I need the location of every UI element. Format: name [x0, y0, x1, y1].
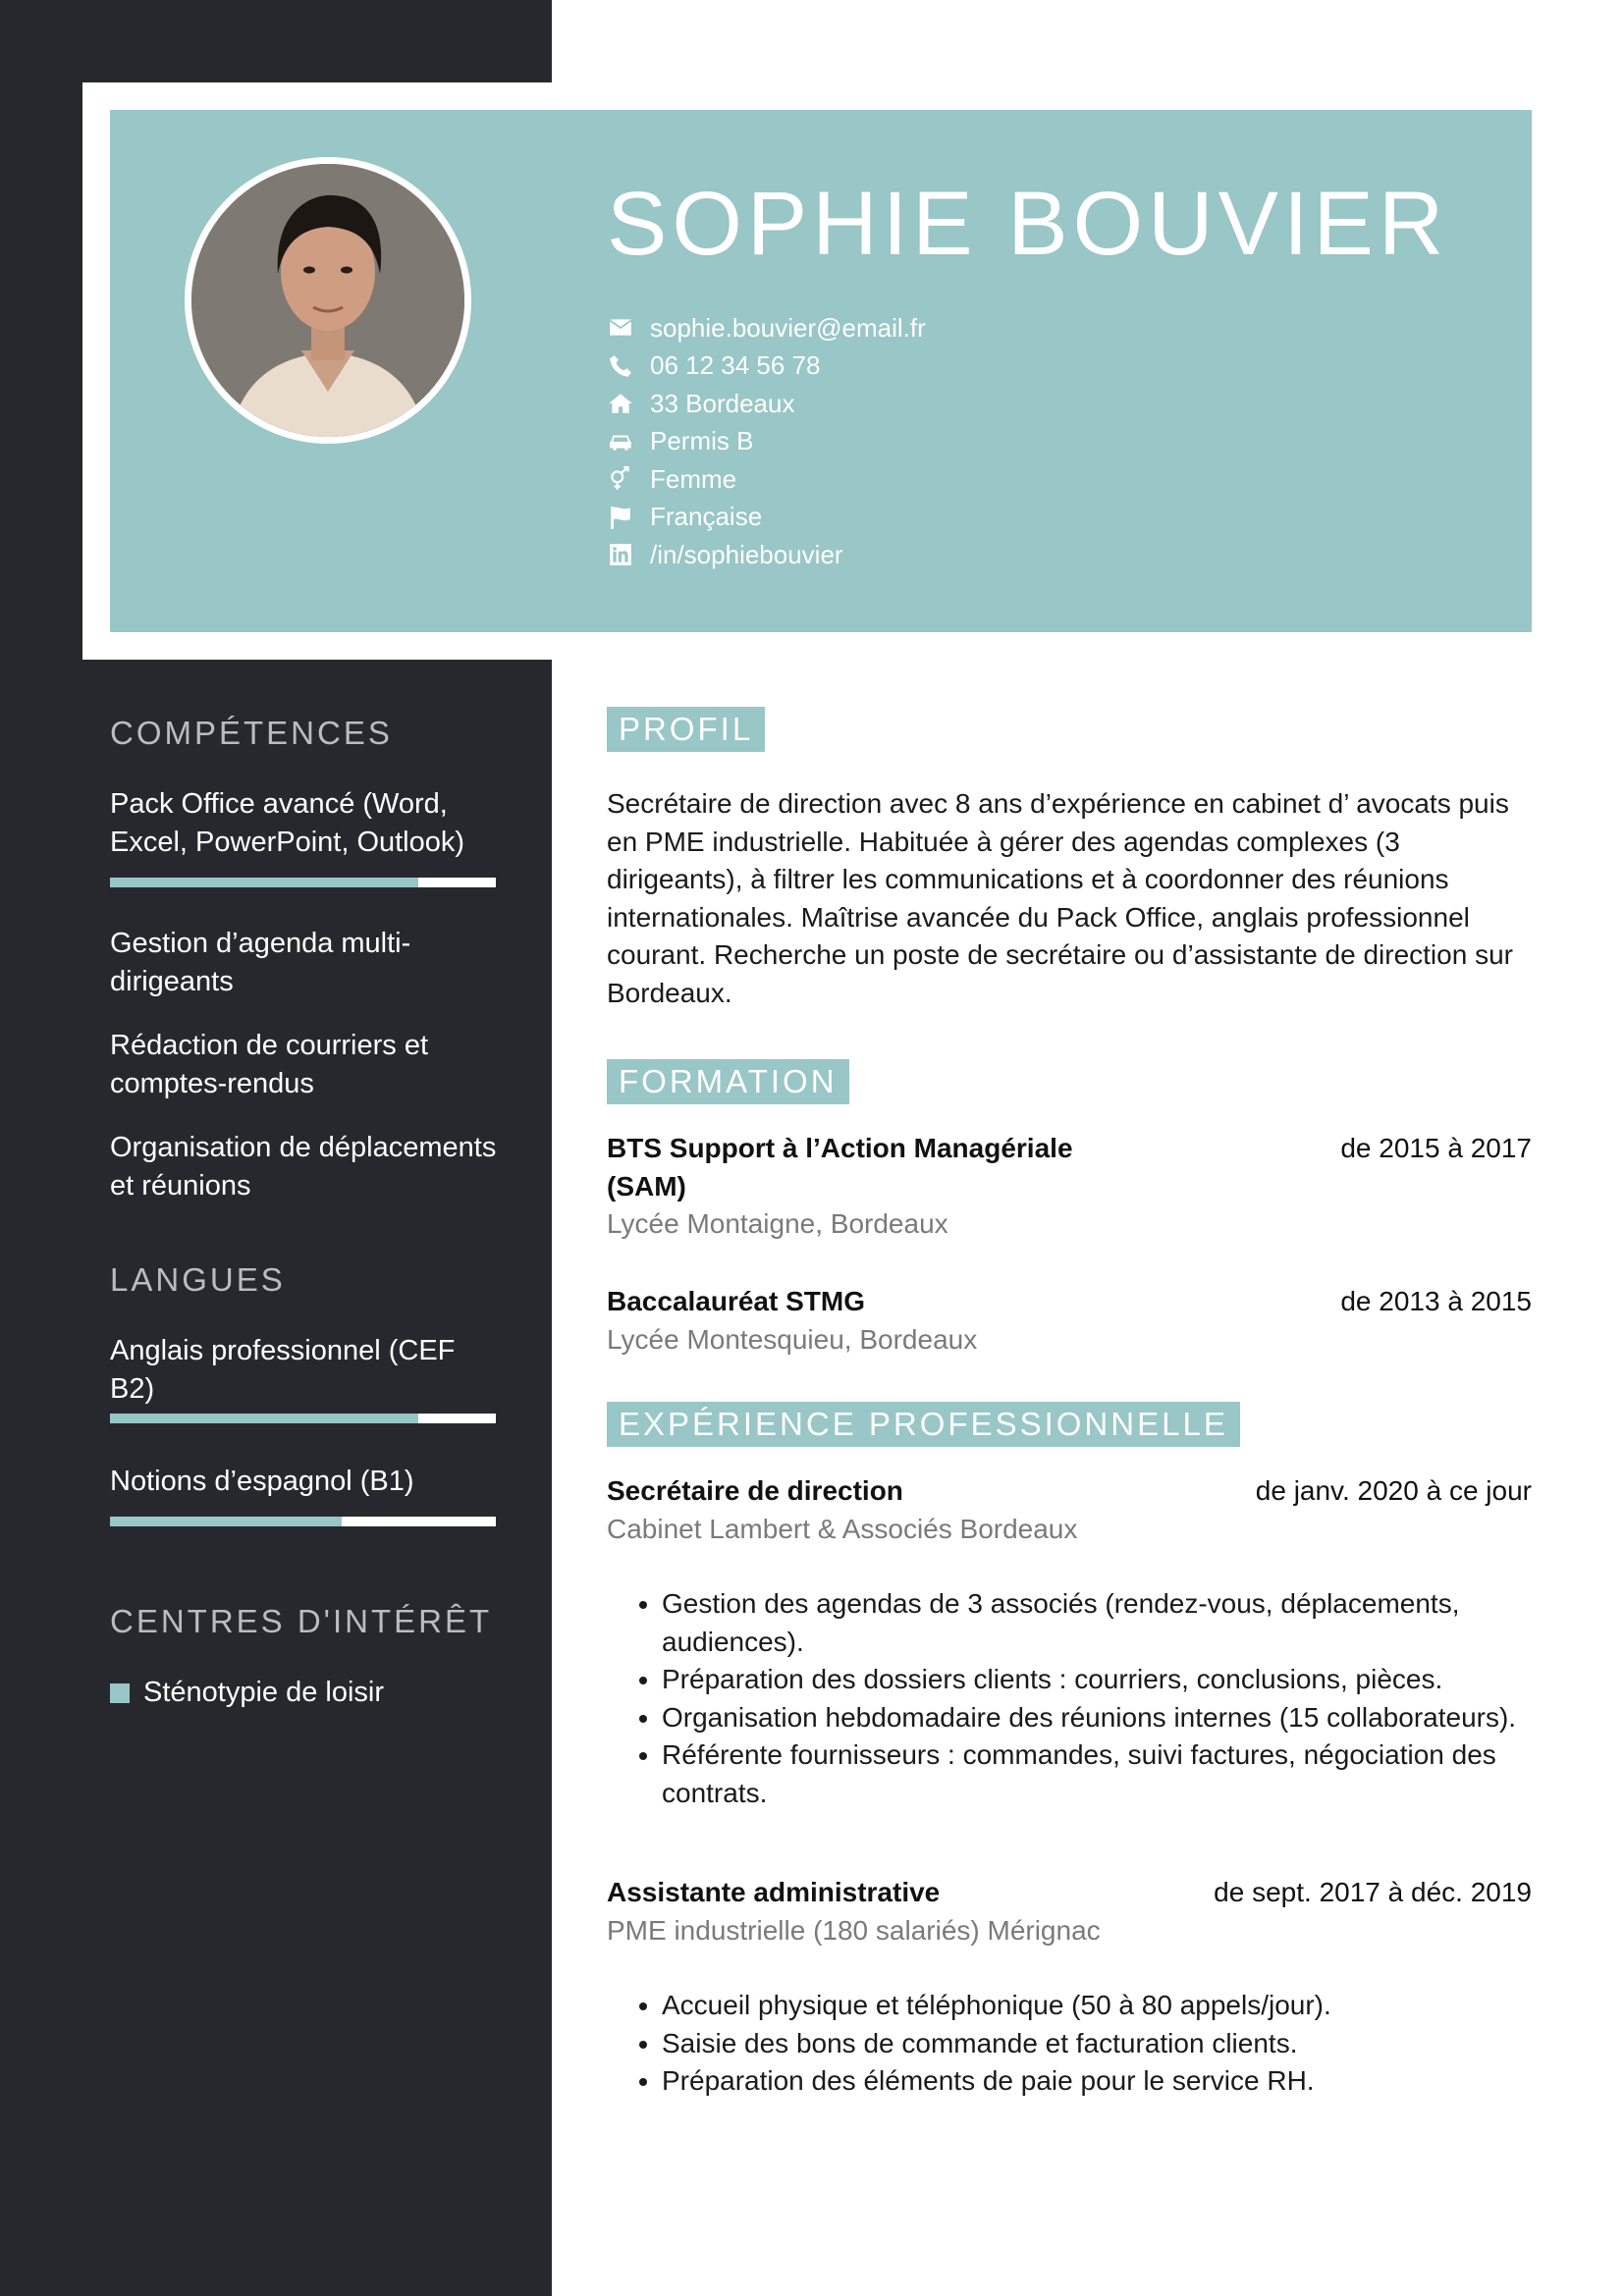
- contact-nationality: [607, 499, 926, 537]
- skill-level-fill: [110, 878, 418, 887]
- education-heading: FORMATION: [607, 1059, 849, 1104]
- languages-section: [110, 1261, 498, 1299]
- contact-linkedin[interactable]: [607, 536, 926, 574]
- language-level-fill: [110, 1414, 418, 1423]
- job-duty: • Accueil physique et téléphonique (50 à 80 appels/jour).: [662, 1987, 1532, 2025]
- experience-section: [607, 1402, 1532, 1447]
- profile-heading: PROFIL: [607, 707, 765, 752]
- profile-summary: [607, 785, 1532, 1012]
- language-item: [110, 1332, 498, 1409]
- contact-phone[interactable]: [607, 347, 926, 386]
- language-level-bar: [110, 1414, 498, 1423]
- job-date: de janv. 2020 à ce jour: [1255, 1475, 1532, 1506]
- skill-item-text: Gestion d’agenda multi-dirigeants: [110, 928, 411, 997]
- square-bullet-icon: [110, 1683, 130, 1703]
- job-duty: • Saisie des bons de commande et facturation clients.: [662, 2025, 1532, 2063]
- education-section: [607, 1059, 1532, 1104]
- contact-license-text: Permis B: [650, 426, 754, 456]
- job-employer: PME industrielle (180 salariés) Mérignac: [607, 1914, 1101, 1946]
- contact-linkedin-text: /in/sophiebouvier: [650, 539, 843, 569]
- language-item-text: Notions d’espagnol (B1): [110, 1466, 414, 1497]
- languages-heading: LANGUES: [110, 1261, 286, 1298]
- education-place: Lycée Montaigne, Bordeaux: [607, 1208, 948, 1239]
- experience-entry: [607, 1874, 1532, 2101]
- contact-nationality-text: Française: [650, 502, 763, 532]
- envelope-icon: [607, 314, 634, 342]
- language-item: [110, 1463, 498, 1501]
- contact-gender-text: Femme: [650, 463, 737, 494]
- contact-phone-text: 06 12 34 56 78: [650, 350, 821, 381]
- contact-address-text: 33 Bordeaux: [650, 388, 795, 418]
- education-date: de 2013 à 2015: [1340, 1286, 1532, 1316]
- job-title: Secrétaire de direction: [607, 1475, 903, 1506]
- job-employer: Cabinet Lambert & Associés Bordeaux: [607, 1513, 1078, 1544]
- home-icon: [607, 390, 634, 417]
- linkedin-icon: [607, 541, 634, 568]
- skill-level-track: [110, 878, 496, 887]
- education-place: Lycée Montesquieu, Bordeaux: [607, 1323, 978, 1355]
- car-icon: [607, 428, 634, 455]
- contact-address: [607, 385, 926, 423]
- skill-item: [110, 1129, 498, 1205]
- skill-item-text: Pack Office avancé (Word, Excel, PowerPoint, Outlook): [110, 788, 465, 858]
- skills-section: [110, 715, 498, 752]
- interest-item: [110, 1674, 498, 1712]
- job-title: Assistante administrative: [607, 1877, 941, 1907]
- job-duty: • Référente fournisseurs : commandes, suivi factures, négociation des contrats.: [662, 1736, 1532, 1812]
- experience-heading: EXPÉRIENCE PROFESSIONNELLE: [607, 1402, 1240, 1447]
- skill-item-text: Rédaction de courriers et comptes-rendus: [110, 1030, 428, 1099]
- profile-text: Secrétaire de direction avec 8 ans d’expérience en cabinet d’ avocats puis en PME industrielle. Habituée à gérer des agendas complexes (3 dirigeants), à filtrer les communications et à coordonner des réunions internationales. Maîtrise avancée du Pack Office, anglais professionnel courant. Recherche un poste de secrétaire ou d’assistante de direction sur Bordeaux.: [607, 788, 1513, 1008]
- language-level-track: [110, 1517, 496, 1526]
- contact-email-text: sophie.bouvier@email.fr: [650, 312, 926, 343]
- job-duty: • Gestion des agendas de 3 associés (rendez-vous, déplacements, audiences).: [662, 1585, 1532, 1661]
- job-duty: • Organisation hebdomadaire des réunions internes (15 collaborateurs).: [662, 1699, 1532, 1737]
- contact-license: [607, 423, 926, 461]
- contact-email[interactable]: [607, 309, 926, 347]
- skill-item: [110, 785, 498, 862]
- experience-entry: [607, 1472, 1532, 1812]
- education-entry: [607, 1283, 1532, 1359]
- job-duties-list: [607, 1987, 1532, 2101]
- header-banner: [110, 110, 1532, 632]
- job-duty: • Préparation des dossiers clients : courriers, conclusions, pièces.: [662, 1661, 1532, 1699]
- skill-level-bar: [110, 878, 498, 887]
- candidate-name: SOPHIE BOUVIER: [607, 174, 1449, 274]
- language-item-text: Anglais professionnel (CEF B2): [110, 1335, 456, 1405]
- interests-heading: CENTRES D'INTÉRÊT: [110, 1603, 493, 1639]
- job-duties-list: [607, 1585, 1532, 1812]
- contact-gender: [607, 460, 926, 499]
- interests-section: [110, 1603, 498, 1640]
- skill-item-text: Organisation de déplacements et réunions: [110, 1132, 497, 1201]
- language-level-fill: [110, 1517, 342, 1526]
- flag-icon: [607, 504, 634, 531]
- education-date: de 2015 à 2017: [1340, 1133, 1532, 1163]
- skills-heading: COMPÉTENCES: [110, 715, 393, 751]
- language-level-bar: [110, 1517, 498, 1526]
- education-entry: [607, 1130, 1532, 1244]
- education-title: Baccalauréat STMG: [607, 1286, 865, 1316]
- job-duty: • Préparation des éléments de paie pour le service RH.: [662, 2062, 1532, 2101]
- language-level-track: [110, 1414, 496, 1423]
- contact-list: [607, 309, 926, 574]
- gender-icon: [607, 465, 634, 493]
- portrait-image: [191, 164, 464, 437]
- phone-icon: [607, 352, 634, 380]
- profile-section: [607, 707, 1532, 752]
- profile-photo: [185, 157, 471, 444]
- interest-item-text: Sténotypie de loisir: [143, 1677, 385, 1708]
- education-title: BTS Support à l’Action Managériale (SAM): [607, 1133, 1073, 1201]
- job-date: de sept. 2017 à déc. 2019: [1214, 1877, 1532, 1907]
- skill-item: [110, 925, 498, 1001]
- skill-item: [110, 1027, 498, 1103]
